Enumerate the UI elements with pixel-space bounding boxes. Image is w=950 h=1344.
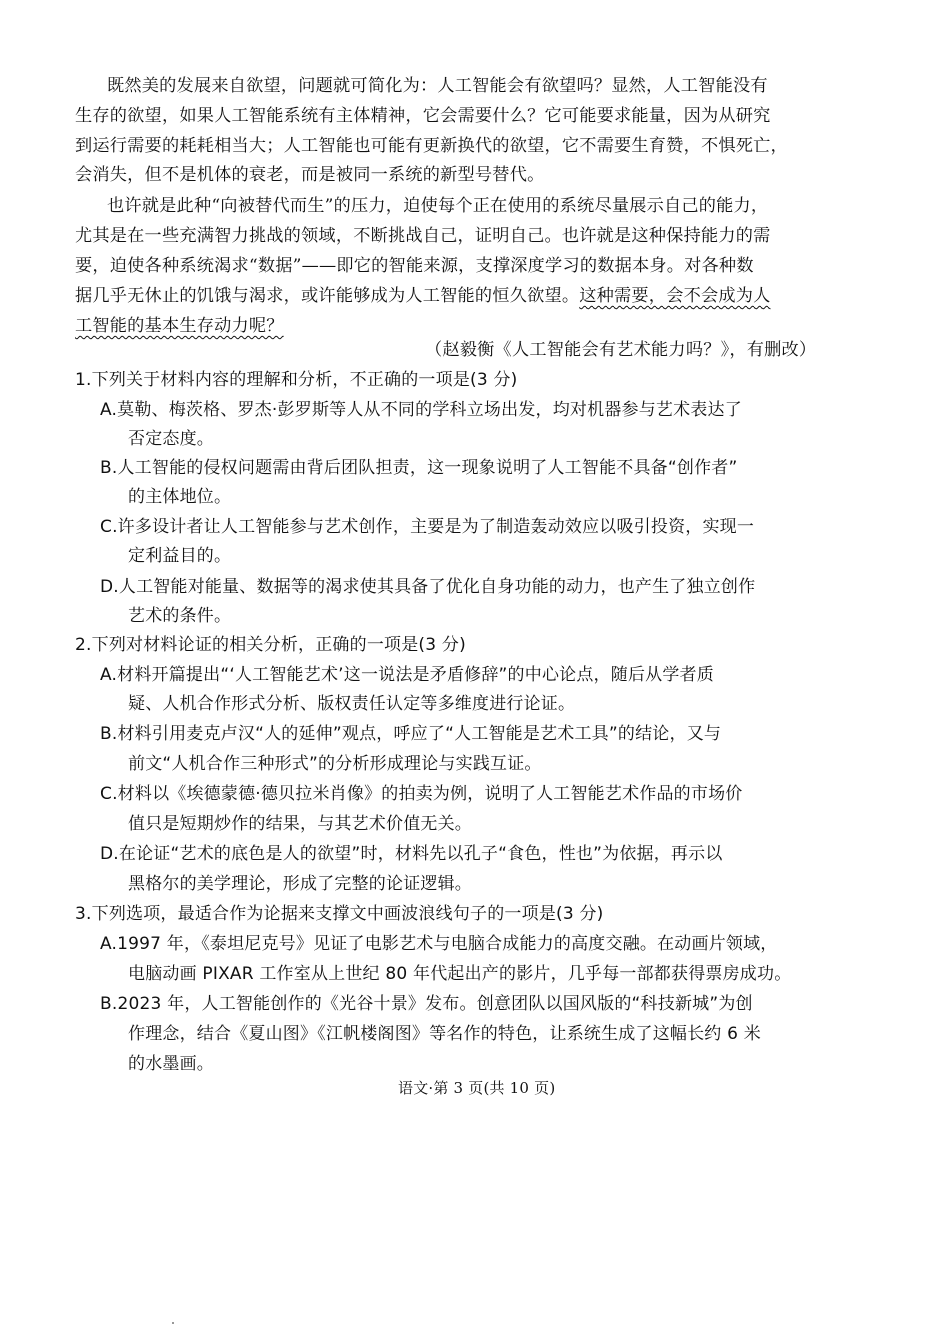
question-option: C.许多设计者让人工智能参与艺术创作，主要是为了制造轰动效应以吸引投资，实现一: [100, 517, 755, 537]
passage-source: （赵毅衡《人工智能会有艺术能力吗？》，有删改）: [425, 340, 817, 360]
passage-line-text: 据几乎无休止的饥饿与渴求，或许能够成为人工智能的恒久欲望。: [75, 286, 580, 306]
question-option: A.莫勒、梅茨格、罗杰·彭罗斯等人从不同的学科立场出发，均对机器参与艺术表达了: [100, 400, 742, 420]
passage-line: 既然美的发展来自欲望，问题就可简化为：人工智能会有欲望吗？显然，人工智能没有: [107, 76, 768, 96]
question-option: 电脑动画 PIXAR 工作室从上世纪 80 年代起出产的影片，几乎每一部都获得票房成功。: [128, 964, 792, 984]
question-option: 黑格尔的美学理论，形成了完整的论证逻辑。: [128, 874, 472, 894]
question-option: 疑、人机合作形式分析、版权责任认定等多维度进行论证。: [128, 694, 576, 714]
question-option: 否定态度。: [128, 429, 214, 449]
passage-line: 尤其是在一些充满智力挑战的领域，不断挑战自己，证明自己。也许就是这种保持能力的需: [75, 226, 771, 246]
question-option: D.人工智能对能量、数据等的渴求使其具备了优化自身功能的动力，也产生了独立创作: [100, 577, 756, 597]
question-option: 艺术的条件。: [128, 606, 232, 626]
wavy-underlined-sentence: 这种需要，会不会成为人: [579, 286, 771, 306]
question-option: A.1997 年，《泰坦尼克号》见证了电影艺术与电脑合成能力的高度交融。在动画片领域，: [100, 934, 778, 954]
scan-dot: [172, 1322, 174, 1324]
question-option: 的主体地位。: [128, 487, 232, 507]
passage-line: 到运行需要的耗耗相当大；人工智能也可能有更新换代的欲望，它不需要生育赞，不惧死亡，: [75, 136, 788, 156]
question-option: B.2023 年，人工智能创作的《光谷十景》发布。创意团队以国风版的“科技新城”为创: [100, 994, 753, 1014]
question-stem: 1.下列关于材料内容的理解和分析，不正确的一项是(3 分): [75, 370, 518, 390]
question-stem: 2.下列对材料论证的相关分析，正确的一项是(3 分): [75, 635, 466, 655]
question-option: D.在论证“艺术的底色是人的欲望”时，材料先以孔子“食色，性也”为依据，再示以: [100, 844, 723, 864]
question-option: B.人工智能的侵权问题需由背后团队担责，这一现象说明了人工智能不具备“创作者”: [100, 458, 738, 478]
question-option: 作理念，结合《夏山图》《江帆楼阁图》等名作的特色，让系统生成了这幅长约 6 米: [128, 1024, 761, 1044]
page-footer: 语文·第 3 页(共 10 页): [398, 1079, 556, 1097]
question-option: 值只是短期炒作的结果，与其艺术价值无关。: [128, 814, 472, 834]
passage-line: [75, 314, 284, 338]
passage-line: 会消失，但不是机体的衰老，而是被同一系统的新型号替代。: [75, 165, 545, 185]
wavy-underlined-sentence: 工智能的基本生存动力呢？: [75, 316, 284, 336]
question-option: 前文“人机合作三种形式”的分析形成理论与实践互证。: [128, 754, 542, 774]
question-stem: 3.下列选项，最适合作为论据来支撑文中画波浪线句子的一项是(3 分): [75, 904, 604, 924]
passage-line: 要，迫使各种系统渴求“数据”——即它的智能来源，支撑深度学习的数据本身。对各种数: [75, 256, 754, 276]
question-option: C.材料以《埃德蒙德·德贝拉米肖像》的拍卖为例，说明了人工智能艺术作品的市场价: [100, 784, 743, 804]
passage-line: 生存的欲望，如果人工智能系统有主体精神，它会需要什么？它可能要求能量，因为从研究: [75, 106, 771, 126]
passage-line: [75, 284, 771, 308]
question-option: 定利益目的。: [128, 546, 232, 566]
question-option: A.材料开篇提出“‘人工智能艺术’这一说法是矛盾修辞”的中心论点，随后从学者质: [100, 665, 714, 685]
passage-line: 也许就是此种“向被替代而生”的压力，迫使每个正在使用的系统尽量展示自己的能力，: [107, 196, 769, 216]
question-option: B.材料引用麦克卢汉“人的延伸”观点，呼应了“人工智能是艺术工具”的结论，又与: [100, 724, 722, 744]
question-option: 的水墨画。: [128, 1054, 214, 1074]
